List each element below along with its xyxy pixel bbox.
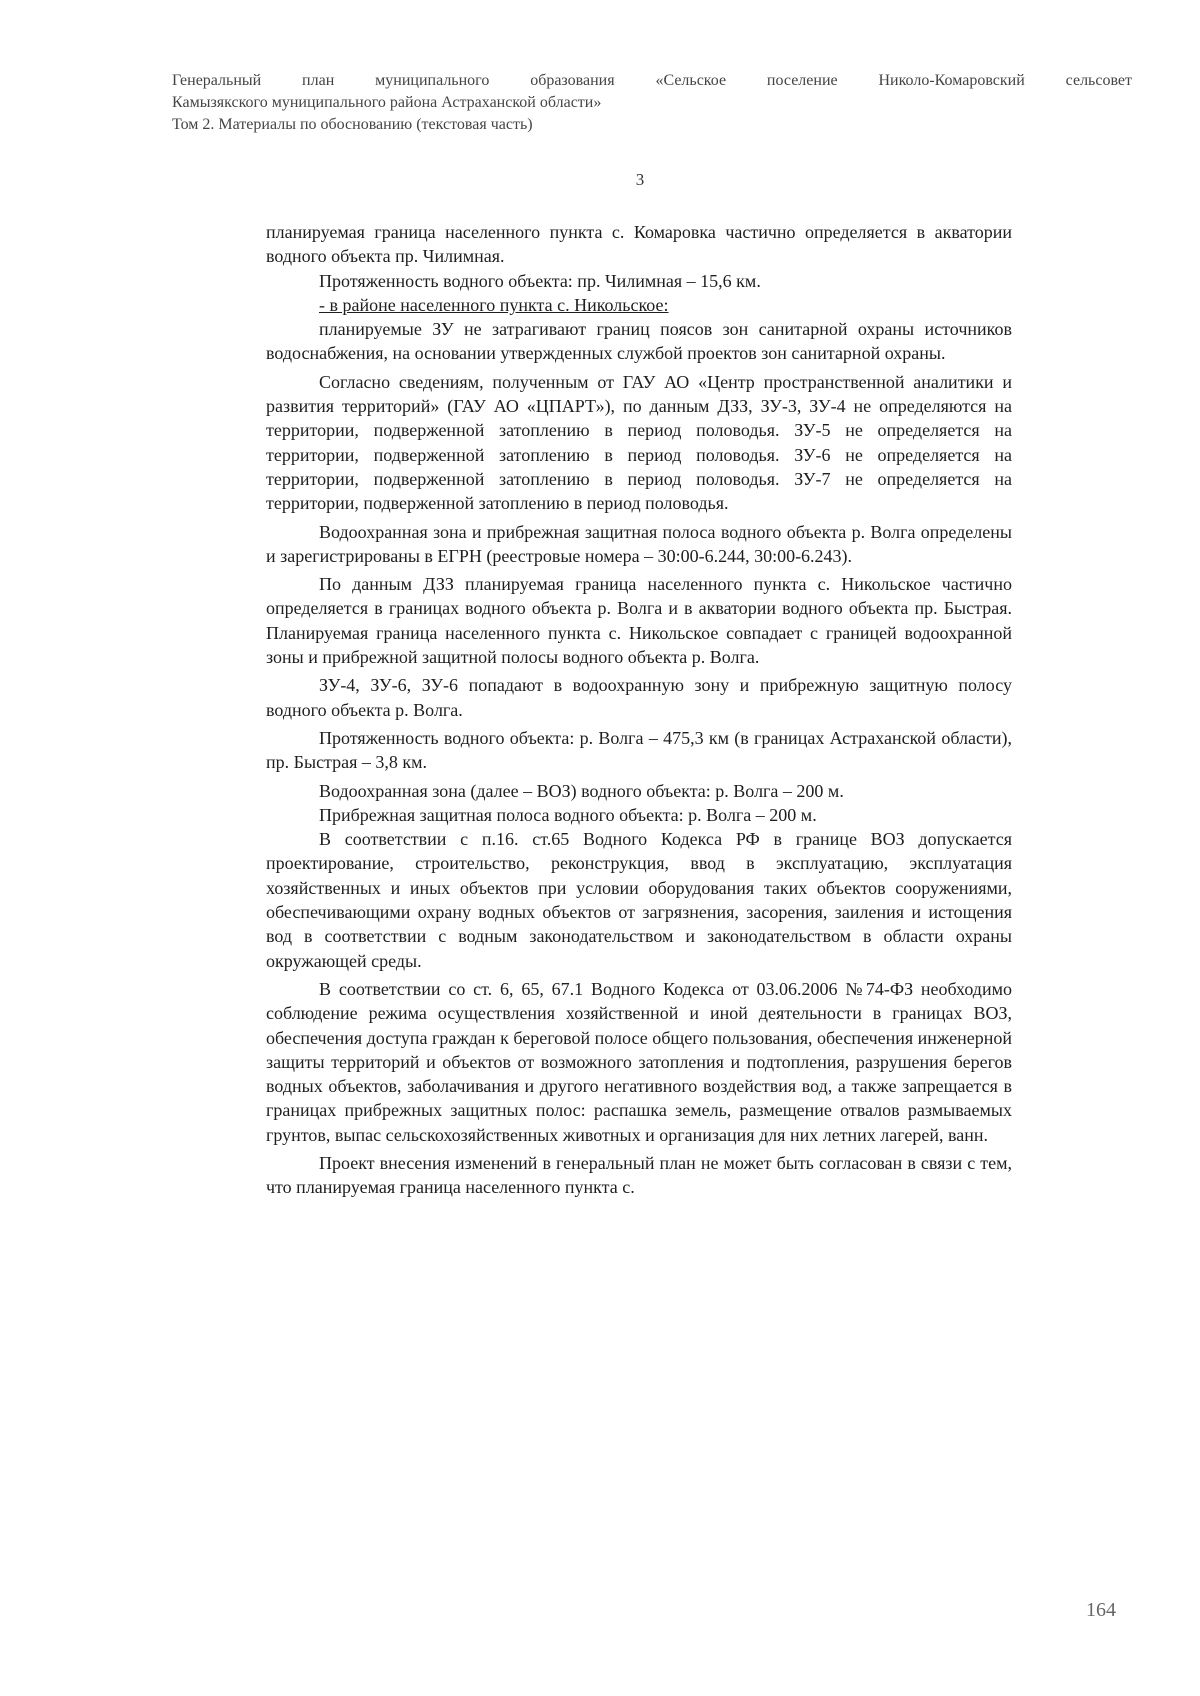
paragraph: Протяженность водного объекта: пр. Чилимная – 15,6 км. <box>319 270 761 291</box>
header-line-2: Камызякского муниципального района Астраханской области» <box>172 94 602 111</box>
paragraph: Водоохранная зона (далее – ВОЗ) водного объекта: р. Волга – 200 м. <box>319 780 844 801</box>
section-subheading <box>266 293 1012 317</box>
paragraph: планируемая граница населенного пункта с. Комаровка частично определяется в акватории водного объекта пр. Чилимная. <box>266 222 1012 267</box>
paragraph: планируемые ЗУ не затрагивают границ поясов зон санитарной охраны источников водоснабжения, на основании утвержденных службой проектов зон санитарной охраны. <box>266 319 1012 364</box>
header-line-1: Генеральный план муниципального образования «Сельское поселение Николо-Комаровский сельсовет <box>172 72 1132 89</box>
body-text <box>266 220 1012 1200</box>
paragraph: По данным ДЗЗ планируемая граница населенного пункта с. Никольское частично определяется в границах водного объекта р. Волга и в акватории водного объекта пр. Быстрая. Планируемая граница населенного пункта с. Никольское совпадает с границей водоохранной зоны и прибрежной защитной полосы водного объекта р. Волга. <box>266 574 1012 668</box>
paragraph: Согласно сведениям, полученным от ГАУ АО «Центр пространственной аналитики и развития территорий» (ГАУ АО «ЦПАРТ»), по данным ДЗЗ, ЗУ-3, ЗУ-4 не определяются на территории, подверженной затоплению в период половодья. ЗУ-5 не определяется на территории, подверженной затоплению в период половодья. ЗУ-6 не определяется на территории, подверженной затоплению в период половодья. ЗУ-7 не определяется на территории, подверженной затоплению в период половодья. <box>266 371 1012 514</box>
paragraph: Прибрежная защитная полоса водного объекта: р. Волга – 200 м. <box>319 804 817 825</box>
paragraph: В соответствии со ст. 6, 65, 67.1 Водного Кодекса от 03.06.2006 №74-ФЗ необходимо соблюдение режима осуществления хозяйственной и иной деятельности в границах ВОЗ, обеспечения доступа граждан к береговой полосе общего пользования, обеспечения инженерной защиты территорий и объектов от возможного затопления и подтопления, разрушения берегов водных объектов, заболачивания и другого негативного воздействия вод, а также запрещается в границах прибрежных защитных полос: распашка земель, размещение отвалов размываемых грунтов, выпас сельскохозяйственных животных и организация для них летних лагерей, ванн. <box>266 978 1012 1145</box>
paragraph: Протяженность водного объекта: р. Волга – 475,3 км (в границах Астраханской области), пр. Быстрая – 3,8 км. <box>266 727 1012 773</box>
footer-page-number: 164 <box>1086 1599 1116 1621</box>
document-header <box>172 70 1132 136</box>
section-subheading-text: - в районе населенного пункта с. Никольское: <box>319 294 669 315</box>
paragraph: ЗУ-4, ЗУ-6, ЗУ-6 попадают в водоохранную зону и прибрежную защитную полосу водного объекта р. Волга. <box>266 675 1012 720</box>
inner-page-number: 3 <box>635 170 645 189</box>
paragraph: Водоохранная зона и прибрежная защитная полоса водного объекта р. Волга определены и зарегистрированы в ЕГРН (реестровые номера – 30:00-6.244, 30:00-6.243). <box>266 521 1012 566</box>
paragraph: В соответствии с п.16. ст.65 Водного Кодекса РФ в границе ВОЗ допускается проектирование, строительство, реконструкция, ввод в эксплуатацию, эксплуатация хозяйственных и иных объектов при условии оборудования таких объектов сооружениями, обеспечивающими охрану водных объектов от загрязнения, засорения, заиления и истощения вод в соответствии с водным законодательством и законодательством в области охраны окружающей среды. <box>266 829 1012 971</box>
header-line-3: Том 2. Материалы по обоснованию (текстовая часть) <box>172 116 533 133</box>
paragraph: Проект внесения изменений в генеральный план не может быть согласован в связи с тем, что планируемая граница населенного пункта с. <box>266 1152 1012 1198</box>
